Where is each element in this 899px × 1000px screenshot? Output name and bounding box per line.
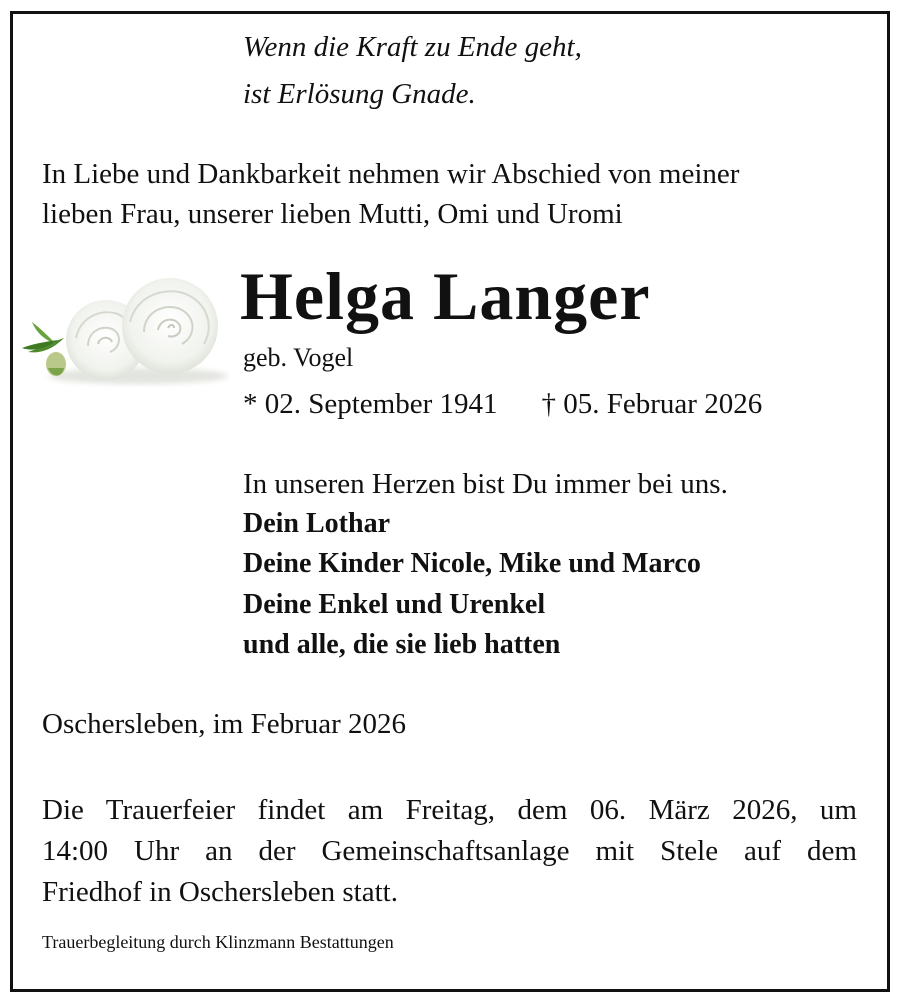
deceased-name: Helga Langer bbox=[240, 258, 651, 334]
death-date: † 05. Februar 2026 bbox=[541, 388, 763, 420]
service-line-3: Friedhof in Oschersleben statt. bbox=[42, 876, 398, 908]
mourner-line: Dein Lothar bbox=[243, 508, 390, 539]
motto-line-2: ist Erlösung Gnade. bbox=[243, 78, 476, 110]
farewell-line: In unseren Herzen bist Du immer bei uns. bbox=[243, 468, 728, 500]
service-announcement bbox=[42, 790, 857, 913]
funeral-home-credit: Trauerbegleitung durch Klinzmann Bestattungen bbox=[42, 932, 394, 952]
place-and-date: Oschersleben, im Februar 2026 bbox=[42, 708, 407, 740]
life-dates bbox=[243, 390, 762, 419]
service-line-2: 14:00 Uhr an der Gemeinschaftsanlage mit Stele auf dem bbox=[42, 835, 857, 867]
maiden-name: geb. Vogel bbox=[243, 343, 354, 372]
mourner-line: Deine Kinder Nicole, Mike und Marco bbox=[243, 548, 701, 579]
birth-date: * 02. September 1941 bbox=[243, 388, 498, 420]
motto-line-1: Wenn die Kraft zu Ende geht, bbox=[243, 31, 582, 63]
mourner-line: und alle, die sie lieb hatten bbox=[243, 629, 561, 660]
mourner-line: Deine Enkel und Urenkel bbox=[243, 589, 546, 620]
service-line-1: Die Trauerfeier findet am Freitag, dem 06. März 2026, um bbox=[42, 794, 857, 826]
white-roses-icon bbox=[18, 268, 230, 388]
intro-line-2: lieben Frau, unserer lieben Mutti, Omi und Uromi bbox=[42, 198, 623, 230]
intro-line-1: In Liebe und Dankbarkeit nehmen wir Abschied von meiner bbox=[42, 158, 740, 190]
